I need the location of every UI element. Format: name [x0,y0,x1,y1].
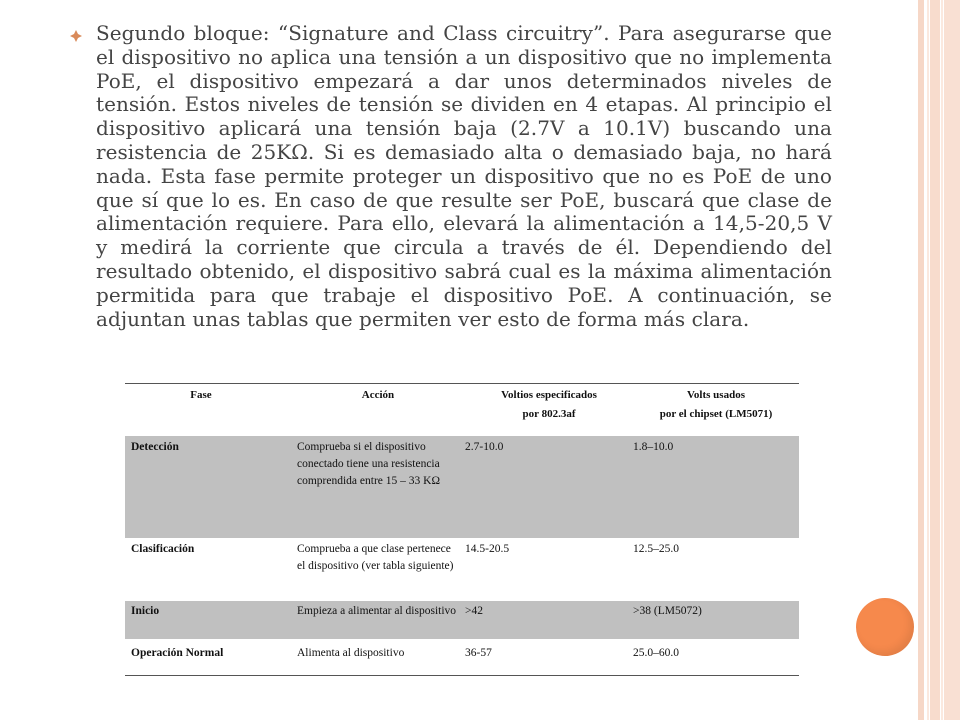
decorative-line [941,0,943,720]
cell-voltios: 2.7-10.0 [465,441,504,453]
header-voltios-line2: por 802.3af [522,408,576,420]
header-accion: Acción [361,389,395,401]
cell-voltios: 36-57 [465,647,492,659]
decorative-line [927,0,929,720]
table-row [125,639,799,675]
cell-volts: 1.8–10.0 [633,441,674,453]
cell-fase: Clasificación [131,543,195,555]
decorative-stripe [944,0,960,720]
decorative-stripe [930,0,940,720]
table-row [125,601,799,639]
diamond-bullet-icon [70,30,82,42]
cell-volts: 12.5–25.0 [633,543,679,555]
table-row [125,436,799,538]
cell-accion: Comprueba a que clase pertenece el dispositivo (ver tabla siguiente) [297,543,454,572]
header-voltios [465,386,633,436]
decorative-circle [856,598,914,656]
header-voltios-line1: Voltios especificados [501,389,597,401]
cell-volts: 25.0–60.0 [633,647,679,659]
cell-fase: Operación Normal [131,647,224,659]
body-paragraph: Segundo bloque: “Signature and Class circuitry”. Para asegurarse que el dispositivo no aplica una tensión a un dispositivo que no implementa PoE, el dispositivo empezará a dar unos determinados niveles de tensión. Estos niveles de tensión se dividen en 4 etapas. Al principio el dispositivo aplicará una tensión baja (2.7V a 10.1V) buscando una resistencia de 25KΩ. Si es demasiado alta o demasiado baja, no hará nada. Esta fase permite proteger un dispositivo que no es PoE de uno que sí que lo es. En caso de que resulte ser PoE, buscará que clase de alimentación requiere. Para ello, elevará la alimentación a 14,5-20,5 V y medirá la corriente que circula a través de él. Dependiendo del resultado obtenido, el dispositivo sabrá cual es la máxima alimentación permitida para que trabaje el dispositivo PoE. A continuación, se adjuntan unas tablas que permiten ver esto de forma más clara. [96,21,832,331]
header-fase: Fase [190,389,212,401]
table-row [125,538,799,601]
cell-accion: Empieza a alimentar al dispositivo [297,605,457,617]
cell-voltios: 14.5-20.5 [465,543,510,555]
decorative-stripe [918,0,924,720]
cell-fase: Detección [131,441,179,453]
table-header-row [125,384,799,436]
cell-accion: Alimenta al dispositivo [297,647,405,659]
poe-stages-table [125,383,799,676]
cell-voltios: >42 [465,605,483,617]
header-volts [633,386,799,436]
cell-accion: Comprueba si el dispositivo conectado tiene una resistencia comprendida entre 15 – 33 KΩ [297,441,440,487]
cell-volts: >38 (LM5072) [633,605,702,617]
header-volts-line2: por el chipset (LM5071) [659,408,773,420]
cell-fase: Inicio [131,605,160,617]
header-volts-line1: Volts usados [687,389,745,401]
